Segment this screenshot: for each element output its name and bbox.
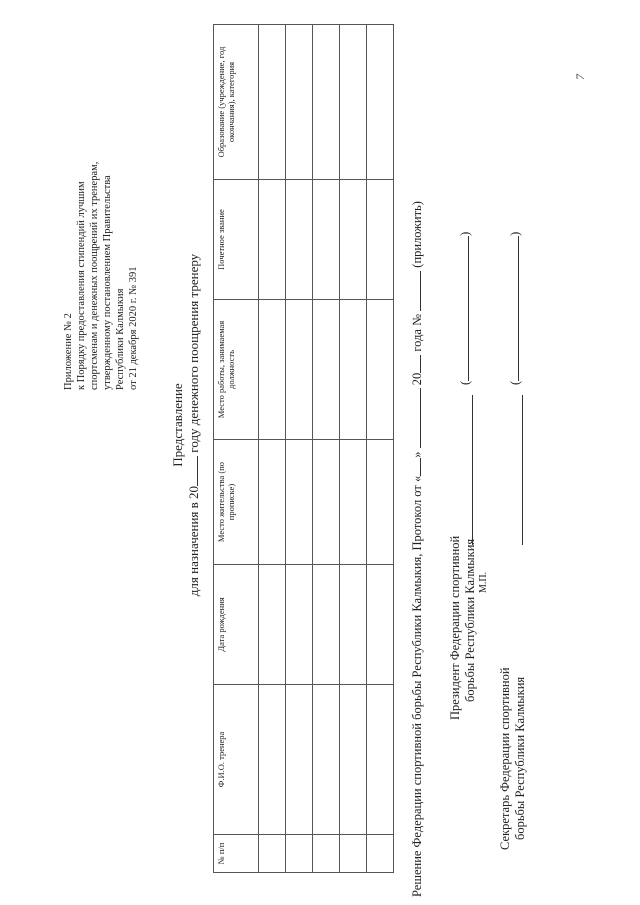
table-row bbox=[340, 25, 367, 873]
table-cell[interactable] bbox=[367, 835, 394, 873]
president-line-1: Президент Федерации спортивной bbox=[448, 535, 462, 720]
table-cell[interactable] bbox=[313, 300, 340, 440]
table-cell[interactable] bbox=[313, 180, 340, 300]
table-header-row bbox=[214, 25, 259, 873]
header-number: № п/п bbox=[214, 835, 259, 873]
president-signature-line[interactable] bbox=[472, 395, 473, 545]
decision-text: Решение Федерации спортивной борьбы Республики Калмыкия, Протокол от « bbox=[410, 475, 424, 897]
paren-close: ) bbox=[508, 231, 522, 236]
table-row bbox=[313, 25, 340, 873]
president-name-line bbox=[458, 236, 469, 381]
table-cell[interactable] bbox=[340, 565, 367, 685]
paren-open: ( bbox=[458, 380, 472, 385]
decision-century: 20 bbox=[410, 372, 424, 386]
title-heading: Представление bbox=[170, 383, 185, 467]
table-cell[interactable] bbox=[259, 565, 286, 685]
table-cell[interactable] bbox=[367, 685, 394, 835]
table-cell[interactable] bbox=[367, 25, 394, 180]
table-cell[interactable] bbox=[340, 685, 367, 835]
header-education: Образование (учреждение, год окончания), категория bbox=[214, 25, 259, 180]
table-cell[interactable] bbox=[286, 300, 313, 440]
appendix-line: Приложение № 2 bbox=[63, 313, 74, 390]
decision-quote: » bbox=[410, 451, 424, 458]
appendix-line: к Порядку предоставления стипендий лучшим bbox=[76, 181, 87, 390]
secretary-signature-line[interactable] bbox=[522, 395, 523, 545]
header-workplace: Место работы, занимаемая должность bbox=[214, 300, 259, 440]
decision-year-blank[interactable] bbox=[420, 355, 421, 373]
stamp-label: М.П. bbox=[478, 571, 489, 593]
appendix-line: утвержденному постановлением Правительства bbox=[102, 175, 113, 390]
table-cell[interactable] bbox=[259, 300, 286, 440]
table-cell[interactable] bbox=[367, 300, 394, 440]
header-birthdate: Дата рождения bbox=[214, 565, 259, 685]
decision-attach-note: (приложить) bbox=[410, 201, 424, 268]
table-cell[interactable] bbox=[340, 300, 367, 440]
header-residence: Место жительства (по прописке) bbox=[214, 440, 259, 565]
title-prefix: для назначения в 20 bbox=[186, 485, 201, 597]
page-number: 7 bbox=[573, 74, 587, 80]
table-cell[interactable] bbox=[259, 25, 286, 180]
secretary-line-1: Секретарь Федерации спортивной bbox=[498, 667, 512, 850]
president-name-field[interactable] bbox=[458, 232, 473, 385]
title-suffix: году денежного поощрения тренеру bbox=[186, 253, 201, 453]
table-cell[interactable] bbox=[259, 835, 286, 873]
day-blank[interactable] bbox=[420, 458, 421, 476]
decision-number-label: года № bbox=[410, 313, 424, 352]
table-cell[interactable] bbox=[286, 25, 313, 180]
table-cell[interactable] bbox=[259, 685, 286, 835]
table-cell[interactable] bbox=[340, 180, 367, 300]
secretary-signature-label bbox=[498, 667, 528, 850]
table-cell[interactable] bbox=[286, 440, 313, 565]
appendix-line: Республики Калмыкия bbox=[115, 288, 126, 390]
appendix-block bbox=[62, 60, 140, 390]
table-cell[interactable] bbox=[340, 440, 367, 565]
header-name: Ф.И.О. тренера bbox=[214, 685, 259, 835]
table-cell[interactable] bbox=[313, 25, 340, 180]
decision-line bbox=[410, 17, 425, 897]
title-subline bbox=[186, 175, 202, 675]
table-cell[interactable] bbox=[367, 440, 394, 565]
president-signature-label bbox=[448, 536, 478, 720]
table-cell[interactable] bbox=[313, 440, 340, 565]
table-cell[interactable] bbox=[367, 180, 394, 300]
table-cell[interactable] bbox=[286, 685, 313, 835]
appendix-line: спортсменам и денежных поощрений их тренерам, bbox=[89, 161, 100, 390]
table-cell[interactable] bbox=[340, 835, 367, 873]
table-cell[interactable] bbox=[259, 180, 286, 300]
year-blank bbox=[197, 456, 198, 486]
trainer-form-table bbox=[213, 24, 394, 873]
paren-open: ( bbox=[508, 380, 522, 385]
secretary-line-2: борьбы Республики Калмыкия bbox=[513, 676, 527, 840]
table-cell[interactable] bbox=[286, 180, 313, 300]
header-title: Почетное звание bbox=[214, 180, 259, 300]
table-cell[interactable] bbox=[340, 25, 367, 180]
appendix-line: от 21 декабря 2020 г. № 391 bbox=[128, 266, 139, 390]
protocol-number-blank[interactable] bbox=[420, 271, 421, 311]
table-row bbox=[367, 25, 394, 873]
table-row bbox=[259, 25, 286, 873]
table-cell[interactable] bbox=[259, 440, 286, 565]
secretary-name-line bbox=[508, 236, 519, 381]
table-row bbox=[286, 25, 313, 873]
paren-close: ) bbox=[458, 231, 472, 236]
president-line-2: борьбы Республики Калмыкия bbox=[463, 538, 477, 702]
table-cell[interactable] bbox=[313, 685, 340, 835]
month-blank[interactable] bbox=[420, 388, 421, 448]
table-cell[interactable] bbox=[367, 565, 394, 685]
secretary-name-field[interactable] bbox=[508, 232, 523, 385]
table-cell[interactable] bbox=[313, 835, 340, 873]
table-cell[interactable] bbox=[313, 565, 340, 685]
document-title bbox=[170, 175, 202, 675]
table-cell[interactable] bbox=[286, 565, 313, 685]
table-cell[interactable] bbox=[286, 835, 313, 873]
